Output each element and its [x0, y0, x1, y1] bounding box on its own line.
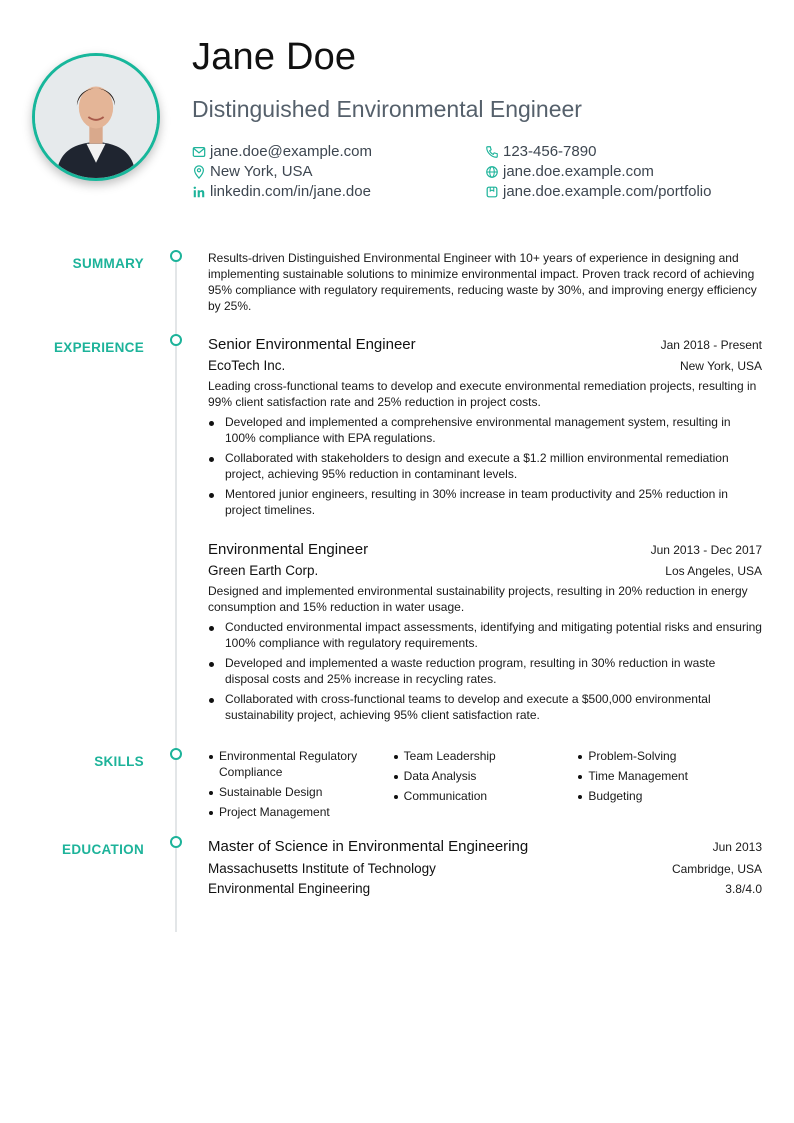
- candidate-name: Jane Doe: [192, 36, 357, 78]
- contact-website[interactable]: [485, 163, 654, 180]
- website-text: jane.doe.example.com: [503, 163, 654, 180]
- job-description: Leading cross-functional teams to develop and execute environmental remediation projects, resulting in 99% client satisfaction rate and 25% reduction in project costs.: [208, 379, 757, 409]
- gpa: 3.8/4.0: [725, 882, 762, 896]
- globe-icon: [485, 165, 499, 179]
- section-label-experience: EXPERIENCE: [53, 340, 144, 355]
- section-label-skills: SKILLS: [94, 754, 144, 769]
- section-label-summary: SUMMARY: [72, 256, 144, 271]
- phone-text: 123-456-7890: [503, 143, 597, 160]
- list-item: Developed and implemented a comprehensive environmental management system, resulting in 100% compliance with EPA regulations.: [208, 414, 762, 446]
- contact-email[interactable]: [192, 143, 372, 160]
- contact-phone[interactable]: [485, 143, 596, 160]
- skill-item: Problem-Solving: [577, 748, 762, 764]
- contact-location: [192, 163, 313, 180]
- avatar: [32, 53, 160, 181]
- company-name: EcoTech Inc.: [208, 358, 286, 373]
- list-item: Developed and implemented a waste reduction program, resulting in 30% reduction in waste disposal costs and 25% increase in recycling rates.: [208, 655, 762, 687]
- timeline-dot-experience: [170, 334, 182, 346]
- section-label-education: EDUCATION: [62, 842, 144, 857]
- job-bullets: [208, 414, 762, 518]
- list-item: Conducted environmental impact assessments, identifying and mitigating potential risks and ensuring 100% compliance with regulatory requirements.: [208, 619, 762, 651]
- job-title: Senior Environmental Engineer: [208, 336, 416, 353]
- portfolio-text: jane.doe.example.com/portfolio: [503, 183, 712, 200]
- profile-photo: [35, 56, 157, 178]
- contact-portfolio[interactable]: [485, 183, 711, 200]
- skill-item: Team Leadership: [393, 748, 578, 764]
- map-pin-icon: [192, 165, 206, 179]
- company-name: Green Earth Corp.: [208, 563, 319, 578]
- email-text: jane.doe@example.com: [210, 143, 372, 160]
- skills-column: [208, 748, 393, 824]
- experience-entry: [208, 336, 762, 522]
- school-name: Massachusetts Institute of Technology: [208, 861, 436, 876]
- linkedin-icon: [192, 185, 206, 199]
- contact-linkedin[interactable]: [192, 183, 371, 200]
- education-entry: [208, 838, 762, 896]
- skill-item: Time Management: [577, 768, 762, 784]
- degree-date: Jun 2013: [712, 840, 762, 854]
- skill-item: Sustainable Design: [208, 784, 393, 800]
- experience-entry: [208, 541, 762, 727]
- school-location: Cambridge, USA: [671, 862, 762, 876]
- job-dates: Jan 2018 - Present: [660, 338, 762, 352]
- mail-icon: [192, 145, 206, 159]
- linkedin-text: linkedin.com/in/jane.doe: [210, 183, 371, 200]
- skills-column: [393, 748, 578, 824]
- phone-icon: [485, 145, 499, 159]
- list-item: Collaborated with cross-functional teams to develop and execute a $500,000 environmental sustainability project, achieving 95% client satisfaction rate.: [208, 691, 762, 723]
- skill-item: Communication: [393, 788, 578, 804]
- location-text: New York, USA: [210, 163, 313, 180]
- skills-column: [577, 748, 762, 824]
- skills-list: [208, 748, 762, 824]
- degree-title: Master of Science in Environmental Engineering: [208, 838, 529, 855]
- job-description: Designed and implemented environmental sustainability projects, resulting in 20% reduction in energy consumption and 15% reduction in water usage.: [208, 584, 748, 614]
- timeline-dot-education: [170, 836, 182, 848]
- job-location: Los Angeles, USA: [665, 564, 762, 578]
- job-bullets: [208, 619, 762, 723]
- job-location: New York, USA: [679, 359, 762, 373]
- skill-item: Project Management: [208, 804, 393, 820]
- job-dates: Jun 2013 - Dec 2017: [650, 543, 762, 557]
- skill-item: Budgeting: [577, 788, 762, 804]
- list-item: Mentored junior engineers, resulting in 30% increase in team productivity and 25% reduction in project timelines.: [208, 486, 762, 518]
- timeline-dot-skills: [170, 748, 182, 760]
- list-item: Collaborated with stakeholders to design and execute a $1.2 million environmental remediation project, achieving 95% reduction in contaminant levels.: [208, 450, 762, 482]
- job-title: Environmental Engineer: [208, 541, 369, 558]
- skill-item: Data Analysis: [393, 768, 578, 784]
- skill-item: Environmental Regulatory Compliance: [208, 748, 393, 780]
- timeline-line: [175, 256, 177, 932]
- field-of-study: Environmental Engineering: [208, 881, 371, 896]
- candidate-title: Distinguished Environmental Engineer: [192, 96, 582, 122]
- timeline-dot-summary: [170, 250, 182, 262]
- summary-text: Results-driven Distinguished Environmental Engineer with 10+ years of experience in designing and implementing sustainable solutions to minimize environmental impact. Proven track record of achieving 95% compliance with regulatory requirements, reducing waste by 30%, and improving energy efficiency by 25%.: [208, 251, 757, 313]
- portfolio-icon: [485, 185, 499, 199]
